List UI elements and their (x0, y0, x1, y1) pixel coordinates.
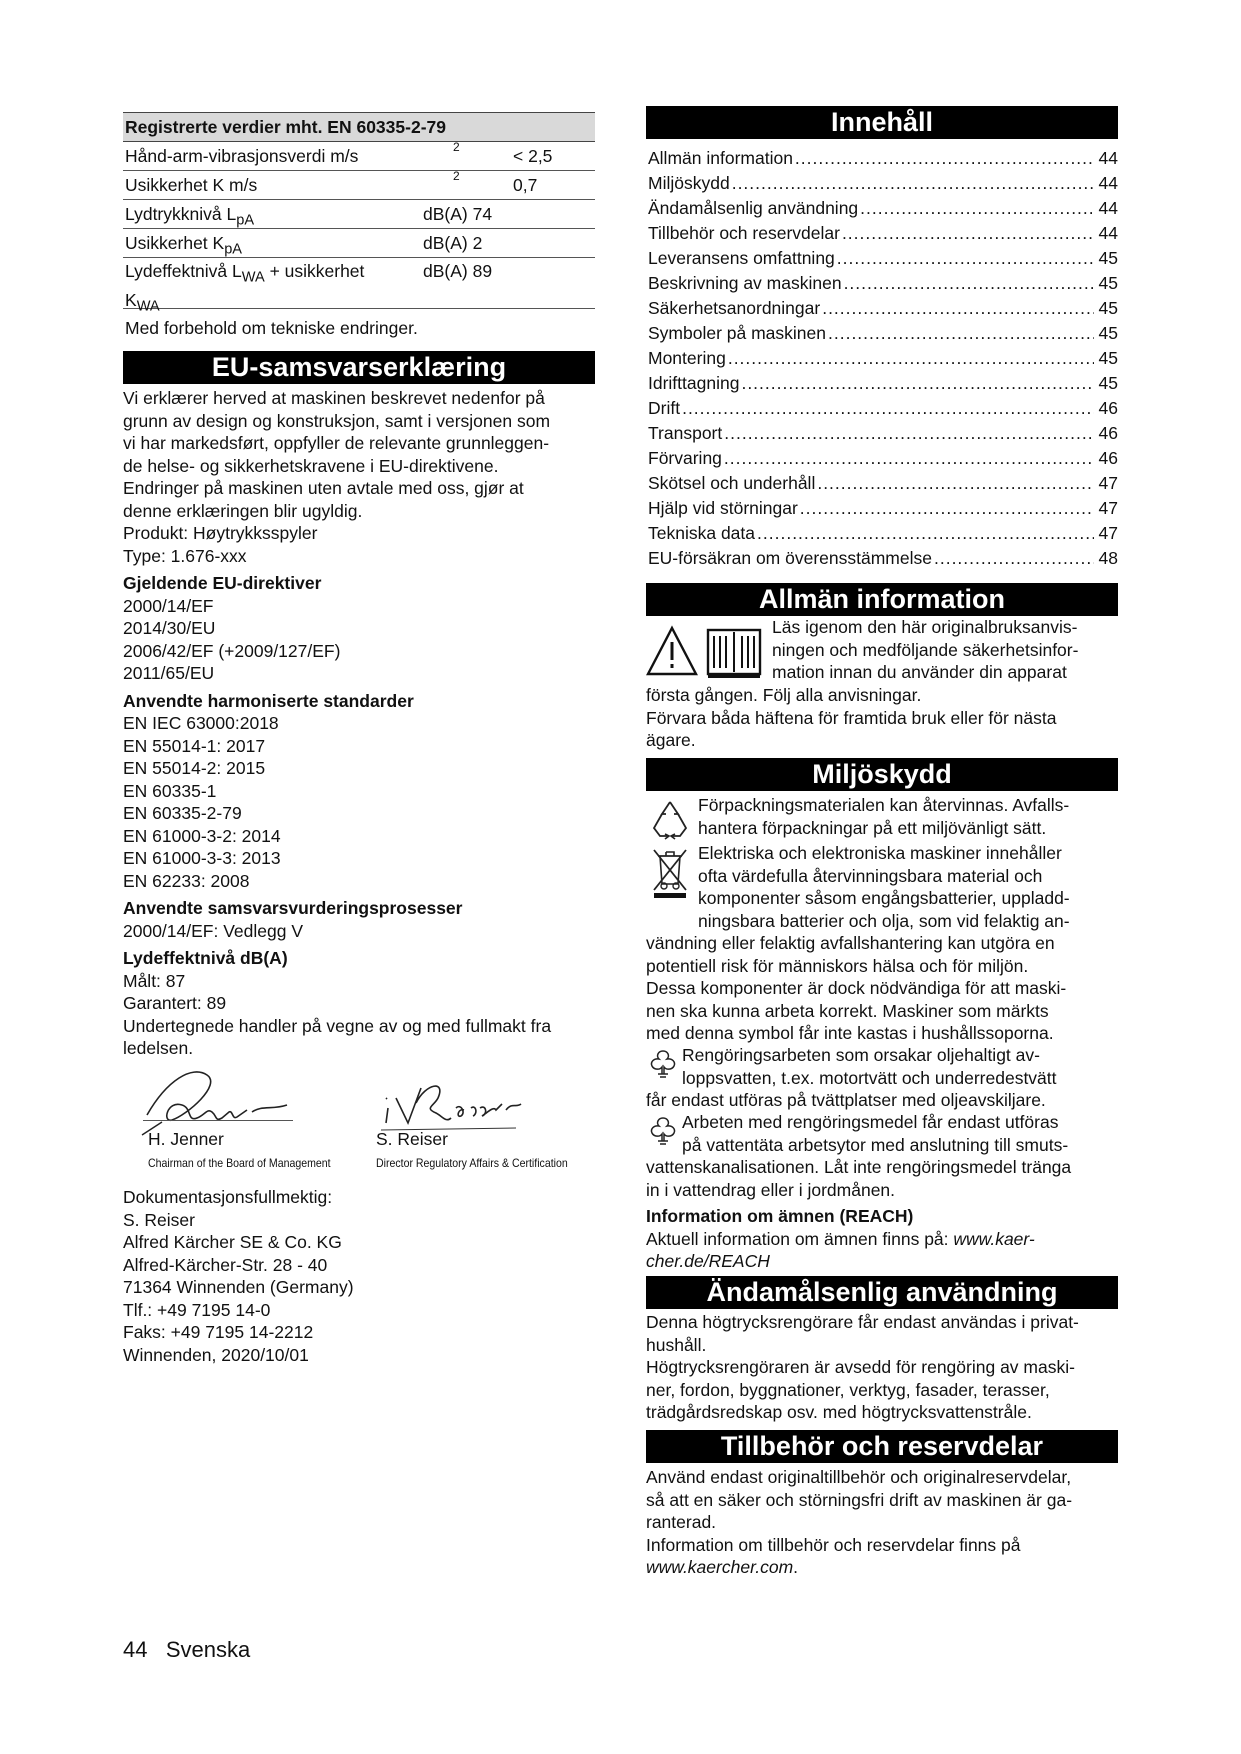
text-line: får endast utföras på tvättplatser med oljeavskiljare. (646, 1090, 1046, 1110)
reach-line-1 (646, 1228, 1118, 1251)
toc-item-title: Hjälp vid störningar (648, 498, 798, 518)
text-line: Alfred-Kärcher-Str. 28 - 40 (123, 1254, 328, 1275)
table-row (123, 258, 595, 314)
toc-item-title: Tillbehör och reservdelar (648, 223, 840, 243)
text-line: trädgårdsredskap osv. med högtrycksvattenstråle. (646, 1402, 1032, 1422)
environment-p3-body (646, 1089, 1118, 1112)
toc-item-title: EU-försäkran om överensstämmelse (648, 548, 932, 568)
text-line: de helse- og sikkerhetskravene i EU-direktivene. (123, 455, 499, 476)
toc-item-page: 46 (1098, 448, 1118, 468)
toc-leader-dots (724, 446, 1094, 471)
text-line: på vattentäta arbetsytor med anslutning till smuts- (682, 1134, 1069, 1155)
text-line: Winnenden, 2020/10/01 (123, 1344, 309, 1365)
general-information-heading: Allmän information (646, 583, 1118, 616)
toc-item-page: 44 (1098, 223, 1118, 243)
page-number: 44 (123, 1637, 148, 1662)
signer2-title: Director Regulatory Affairs & Certification (376, 1156, 568, 1170)
toc-leader-dots (860, 196, 1094, 221)
toc-item-title: Tekniska data (648, 523, 756, 543)
list-item: EN 60335-2-79 (123, 803, 242, 823)
standards-title: Anvendte harmoniserte standarder (123, 690, 414, 711)
toc-leader-dots (682, 396, 1094, 421)
toc-item-title: Allmän information (648, 148, 793, 168)
environment-p3-icon-text (682, 1044, 1118, 1089)
toc-leader-dots (728, 346, 1094, 371)
toc-leader-dots (817, 471, 1094, 496)
row-label: Usikkerhet K m/s (125, 175, 258, 195)
signature-reiser-icon (376, 1068, 526, 1138)
toc-item-title: Transport (648, 423, 723, 443)
text-line: Denna högtrycksrengörare får endast användas i privat- (646, 1312, 1079, 1332)
text-line: in i vattendrag eller i jordmånen. (646, 1179, 896, 1200)
text-line: Använd endast originaltillbehör och originalreservdelar, (646, 1467, 1072, 1487)
row-value: < 2,5 (513, 146, 553, 166)
signing-authority (123, 1015, 595, 1060)
text-line: S. Reiser (123, 1209, 195, 1230)
toc-item-title: Beskrivning av maskinen (648, 273, 842, 293)
row-label-line2-sub: WA (136, 298, 160, 314)
text-line: vändning eller felaktig avfallshantering kan utgöra en (646, 933, 1055, 953)
text-line: komponenter såsom engångsbatterier, uppladd- (698, 888, 1070, 908)
row-label-line2: K (125, 289, 137, 310)
list-item: EN 60335-1 (123, 780, 217, 801)
row-superscript: 2 (453, 169, 460, 183)
recycling-icon (648, 798, 692, 842)
toc-item[interactable] (648, 546, 1118, 571)
toc-item-title: Förvaring (648, 448, 722, 468)
toc-item[interactable] (648, 421, 1118, 446)
toc-item-page: 45 (1098, 348, 1118, 368)
text-line: Alfred Kärcher SE & Co. KG (123, 1232, 342, 1252)
row-superscript: 2 (453, 140, 460, 154)
environment-heading: Miljöskydd (646, 758, 1118, 791)
list-item: 2006/42/EF (+2009/127/EF) (123, 640, 341, 661)
values-table (123, 112, 595, 338)
toc-item-page: 47 (1098, 473, 1118, 493)
text-line: ofta värdefulla återvinningsbara material och (698, 865, 1043, 886)
row-label-main: Lydtrykknivå L (125, 204, 237, 224)
standards-list (123, 712, 595, 892)
environment-p4-body (646, 1156, 1118, 1201)
text-line: Information om tillbehör och reservdelar finns på (646, 1534, 1021, 1555)
text-line: Tlf.: +49 7195 14-0 (123, 1299, 271, 1320)
toc-leader-dots (844, 271, 1094, 296)
footer-language: Svenska (165, 1637, 251, 1662)
toc-item-page: 46 (1098, 423, 1118, 443)
accessories-link-line (646, 1556, 1118, 1579)
signer1-title: Chairman of the Board of Management (148, 1156, 331, 1170)
sound-title: Lydeffektnivå dB(A) (123, 948, 288, 968)
toc-leader-dots (757, 521, 1094, 546)
toc-item[interactable] (648, 296, 1118, 321)
environment-p2-icon-text (698, 842, 1118, 932)
toc-item-title: Montering (648, 348, 726, 368)
eu-intro (123, 387, 595, 477)
reach-title: Information om ämnen (REACH) (646, 1206, 914, 1226)
text-line: Endringer på maskinen uten avtale med oss, gjør at (123, 478, 524, 498)
signature-jenner-icon (137, 1060, 297, 1140)
water-protection-icon (648, 1115, 678, 1147)
toc-item[interactable] (648, 196, 1118, 221)
toc-item-page: 47 (1098, 498, 1118, 518)
toc-item-title: Leveransens omfattning (648, 248, 835, 268)
toc-item-title: Skötsel och underhåll (648, 473, 816, 493)
toc-item-page: 45 (1098, 273, 1118, 293)
text-line: Faks: +49 7195 14-2212 (123, 1322, 314, 1342)
text-line: ägare. (646, 730, 696, 750)
text-line: hantera förpackningar på ett miljövänligt sätt. (698, 817, 1047, 838)
reach-link[interactable]: www.kaer- (953, 1228, 1035, 1249)
reach-section (646, 1205, 1118, 1273)
toc-item-page: 44 (1098, 173, 1118, 193)
row-label: Hånd-arm-vibrasjonsverdi m/s (125, 146, 359, 166)
accessories-link[interactable]: www.kaercher.com (646, 1557, 794, 1577)
toc-item[interactable] (648, 446, 1118, 471)
text-line: ningen och medföljande säkerhetsinfor- (772, 639, 1079, 660)
toc-item[interactable] (648, 221, 1118, 246)
text-line: Läs igenom den här originalbruksanvis- (772, 617, 1078, 637)
directives-list (123, 595, 595, 685)
signer1-name: H. Jenner (148, 1129, 224, 1149)
text-line: loppsvatten, t.ex. motortvätt och underredestvätt (682, 1067, 1057, 1088)
text-line: Förpackningsmaterialen kan återvinnas. Avfalls- (698, 795, 1070, 815)
reach-text: Aktuell information om ämnen finns på: (646, 1228, 954, 1249)
text-line: ledelsen. (123, 1038, 194, 1058)
toc-leader-dots (837, 246, 1094, 271)
toc-item-page: 45 (1098, 323, 1118, 343)
text-line: 71364 Winnenden (Germany) (123, 1277, 354, 1297)
text-line: grunn av design og konstruksjon, samt i versjonen som (123, 410, 551, 431)
list-item: Garantert: 89 (123, 993, 227, 1013)
text-line: hushåll. (646, 1334, 707, 1355)
toc-item-page: 44 (1098, 198, 1118, 218)
text-line: ranterad. (646, 1512, 717, 1532)
product-line: Produkt: Høytrykksspyler (123, 523, 318, 543)
signer2-name: S. Reiser (376, 1129, 448, 1149)
water-protection-icon (648, 1048, 678, 1080)
text-line: ner, fordon, byggnationer, verktyg, fasader, terasser, (646, 1379, 1050, 1400)
list-item: EN 61000-3-3: 2013 (123, 848, 281, 868)
toc-leader-dots (828, 321, 1094, 346)
toc-item[interactable] (648, 146, 1118, 171)
text-line: Undertegnede handler på vegne av og med fullmakt fra (123, 1015, 552, 1036)
list-item: 2000/14/EF: Vedlegg V (123, 920, 303, 941)
warning-manual-icon (646, 624, 764, 680)
toc-item-page: 48 (1098, 548, 1118, 568)
signature-line-1 (143, 1120, 293, 1121)
list-item: 2014/30/EU (123, 618, 216, 638)
toc-item-title: Drift (648, 398, 681, 418)
toc-item-title: Säkerhetsanordningar (648, 298, 821, 318)
crossed-out-bin-icon (650, 846, 690, 898)
toc-item-page: 46 (1098, 398, 1118, 418)
list-item: EN 61000-3-2: 2014 (123, 825, 281, 846)
general-information-body (646, 684, 1118, 752)
toc-item[interactable] (648, 471, 1118, 496)
text-line: denne erklæringen blir ugyldig. (123, 500, 363, 521)
directives-title: Gjeldende EU-direktiver (123, 573, 322, 593)
list-item: 2011/65/EU (123, 663, 215, 683)
text-line: nen ska kunna arbeta korrekt. Maskiner som märkts (646, 1000, 1049, 1021)
eu-declaration-body (123, 387, 595, 1060)
table-row (123, 171, 595, 200)
eu-change-note (123, 477, 595, 522)
documentation-contact (123, 1186, 595, 1366)
row-label-sub: pA (224, 241, 243, 258)
values-table-header: Registrerte verdier mht. EN 60335-2-79 (123, 112, 595, 142)
procedures-title: Anvendte samsvarsvurderingsprosesser (123, 898, 463, 918)
toc-item[interactable] (648, 396, 1118, 421)
row-unit (423, 229, 482, 257)
toc-item[interactable] (648, 521, 1118, 546)
accessories-body (646, 1466, 1118, 1579)
text-line: första gången. Följ alla anvisningar. (646, 685, 922, 705)
row-label-main: Lydeffektnivå L (125, 261, 242, 281)
toc-leader-dots (822, 296, 1094, 321)
toc-heading: Innehåll (646, 106, 1118, 139)
row-label-main: Usikkerhet K (125, 233, 225, 253)
intended-use-body (646, 1311, 1118, 1424)
row-value: 0,7 (513, 175, 538, 195)
row-unit-text: dB(A) (423, 204, 468, 224)
general-information-icon-text (772, 616, 1118, 684)
toc-leader-dots (795, 146, 1094, 171)
table-of-contents (648, 146, 1118, 571)
text-line: mation innan du använder din apparat (772, 662, 1067, 682)
environment-p2-body (646, 932, 1118, 1045)
link-period: . (793, 1557, 799, 1577)
toc-leader-dots (842, 221, 1094, 246)
toc-item-page: 47 (1098, 523, 1118, 543)
toc-leader-dots (741, 371, 1094, 396)
text-line: potentiell risk för människors hälsa och för miljön. (646, 955, 1029, 976)
list-item: EN 55014-2: 2015 (123, 758, 266, 778)
text-line: Rengöringsarbeten som orsakar oljehaltigt av- (682, 1045, 1040, 1065)
reach-link-continued[interactable]: cher.de/REACH (646, 1251, 770, 1271)
toc-item-title: Symboler på maskinen (648, 323, 826, 343)
page-footer (123, 1637, 250, 1663)
text-line: med denna symbol får inte kastas i hushållssoporna. (646, 1023, 1054, 1043)
row-unit (423, 200, 492, 228)
toc-leader-dots (934, 546, 1094, 571)
row-label (125, 260, 385, 317)
row-label-sub: pA (236, 212, 255, 229)
toc-item-title: Ändamålsenlig användning (648, 198, 859, 218)
toc-item[interactable] (648, 496, 1118, 521)
text-line: Dokumentasjonsfullmektig: (123, 1187, 333, 1207)
toc-item[interactable] (648, 321, 1118, 346)
text-line: ningsbara batterier och olja, som vid felaktig an- (698, 910, 1070, 931)
row-unit (423, 260, 492, 282)
toc-item-page: 45 (1098, 248, 1118, 268)
text-line: Högtrycksrengöraren är avsedd för rengöring av maski- (646, 1357, 1075, 1377)
text-line: vattenskanalisationen. Låt inte rengöringsmedel tränga (646, 1157, 1072, 1177)
toc-item[interactable] (648, 371, 1118, 396)
text-line: så att en säker och störningsfri drift av maskinen är ga- (646, 1489, 1073, 1510)
toc-item[interactable] (648, 346, 1118, 371)
text-line: Vi erklærer herved at maskinen beskrevet nedenfor på (123, 388, 545, 408)
table-row (123, 142, 595, 171)
toc-item-page: 45 (1098, 298, 1118, 318)
intended-use-heading: Ändamålsenlig användning (646, 1276, 1118, 1309)
list-item: Målt: 87 (123, 970, 186, 991)
text-line: Förvara båda häftena för framtida bruk eller för nästa (646, 707, 1057, 728)
list-item: EN 62233: 2008 (123, 870, 250, 891)
toc-item[interactable] (648, 271, 1118, 296)
type-line: Type: 1.676-xxx (123, 545, 247, 566)
list-item: EN 55014-1: 2017 (123, 735, 266, 756)
row-value: 74 (472, 204, 493, 224)
row-unit-text: dB(A) (423, 261, 468, 281)
toc-leader-dots (800, 496, 1094, 521)
toc-item-page: 44 (1098, 148, 1118, 168)
environment-p4-icon-text (682, 1111, 1118, 1156)
row-label-after: + usikkerhet (264, 261, 365, 281)
list-item: EN IEC 63000:2018 (123, 713, 279, 733)
text-line: vi har markedsført, oppfyller de relevante grunnleggen- (123, 433, 550, 453)
toc-item-page: 45 (1098, 373, 1118, 393)
accessories-heading: Tillbehör och reservdelar (646, 1430, 1118, 1463)
text-line: Elektriska och elektroniska maskiner innehåller (698, 843, 1062, 863)
row-unit-text: dB(A) (423, 233, 468, 253)
toc-item[interactable] (648, 171, 1118, 196)
list-item: 2000/14/EF (123, 595, 214, 616)
text-line: Arbeten med rengöringsmedel får endast utföras (682, 1112, 1059, 1132)
toc-item-title: Idrifttagning (648, 373, 740, 393)
eu-declaration-heading: EU-samsvarserklæring (123, 351, 595, 384)
environment-p1 (698, 794, 1118, 839)
toc-item[interactable] (648, 246, 1118, 271)
toc-item-title: Miljöskydd (648, 173, 730, 193)
toc-leader-dots (732, 171, 1094, 196)
table-row (123, 200, 595, 229)
row-value: 89 (472, 261, 493, 281)
table-row (123, 229, 595, 258)
text-line: Dessa komponenter är dock nödvändiga för att maski- (646, 978, 1067, 998)
technical-changes-note: Med forbehold om tekniske endringer. (125, 318, 418, 338)
row-label-sub: WA (241, 269, 265, 286)
row-value: 2 (472, 233, 483, 253)
toc-leader-dots (724, 421, 1094, 446)
